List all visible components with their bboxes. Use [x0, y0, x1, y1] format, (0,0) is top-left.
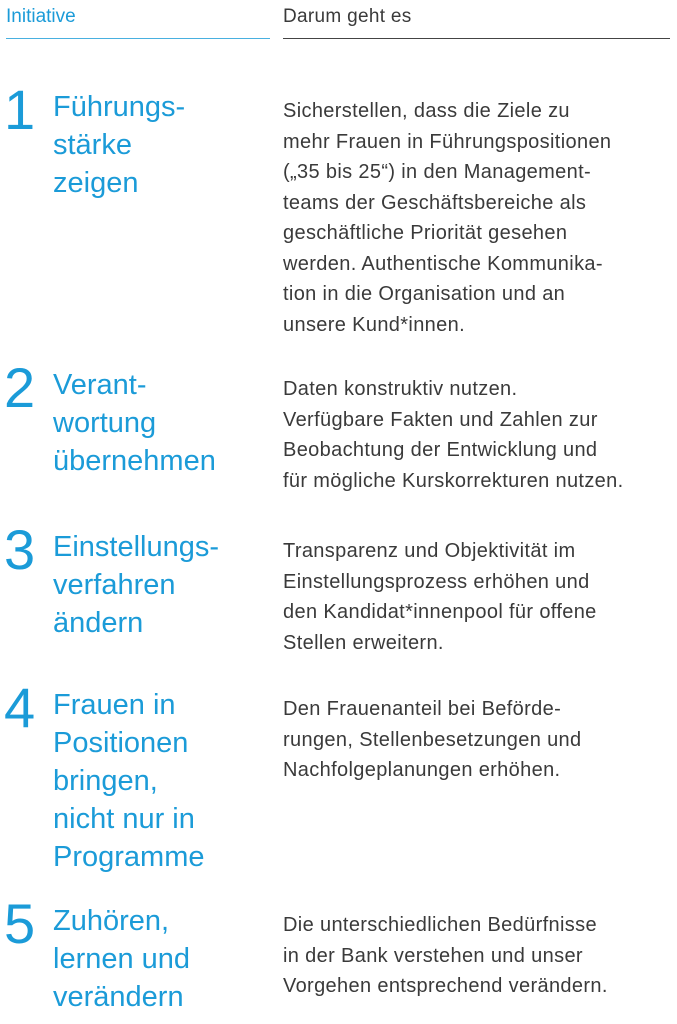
description-line: Sicherstellen, dass die Ziele zu: [283, 100, 570, 122]
description-line: Transparenz und Objektivität im: [283, 540, 576, 562]
initiative-description: [283, 910, 675, 1002]
initiative-description: [283, 536, 675, 658]
initiative-number: 5: [4, 892, 36, 955]
description-line: teams der Geschäftsbereiche als: [283, 191, 587, 214]
description-line: Den Frauenanteil bei Beförde-: [283, 698, 562, 720]
initiative-description: [283, 96, 675, 340]
description-line: Die unterschiedlichen Bedürfnisse: [283, 914, 597, 936]
initiative-title: [53, 902, 273, 1016]
description-line: in der Bank verstehen und unser: [283, 944, 583, 967]
initiative-title-line: Frauen in: [53, 689, 176, 721]
description-line: Verfügbare Fakten und Zahlen zur: [283, 408, 598, 431]
description-line: den Kandidat*innenpool für offene: [283, 601, 597, 623]
initiative-title-line: verfahren: [53, 569, 176, 601]
initiative-title: [53, 366, 273, 480]
column-header-purpose: Darum geht es: [283, 6, 670, 39]
description-line: unsere Kund*innen.: [283, 313, 465, 336]
description-line: werden. Authentische Kommunika-: [283, 252, 603, 275]
initiative-number: 2: [4, 356, 36, 419]
initiative-title-line: wortung: [53, 407, 157, 439]
initiative-description: [283, 694, 675, 786]
initiative-title-line: lernen und: [53, 943, 191, 975]
initiative-title-line: Führungs-: [53, 91, 186, 123]
description-line: rungen, Stellenbesetzungen und: [283, 728, 582, 751]
description-line: Einstellungsprozess erhöhen und: [283, 570, 590, 593]
description-line: Nachfolgeplanungen erhöhen.: [283, 759, 561, 781]
description-line: Stellen erweitern.: [283, 631, 444, 654]
initiative-title-line: ändern: [53, 607, 144, 639]
initiative-title-line: übernehmen: [53, 445, 216, 477]
initiative-number: 4: [4, 676, 36, 739]
description-line: für mögliche Kurskorrekturen nutzen.: [283, 469, 624, 492]
description-line: Daten konstruktiv nutzen.: [283, 378, 518, 400]
initiative-title-line: nicht nur in: [53, 803, 195, 835]
initiative-title-line: bringen,: [53, 765, 158, 797]
initiative-title-line: verändern: [53, 981, 184, 1013]
initiative-number: 1: [4, 78, 36, 141]
initiative-title-line: Einstellungs-: [53, 531, 220, 563]
initiative-number: 3: [4, 518, 36, 581]
description-line: tion in die Organisation und an: [283, 283, 566, 305]
initiative-title: [53, 528, 273, 642]
initiative-title-line: Programme: [53, 841, 205, 873]
description-line: („35 bis 25“) in den Management-: [283, 161, 592, 183]
initiative-title: [53, 686, 273, 876]
description-line: Vorgehen entsprechend verändern.: [283, 975, 608, 997]
description-line: mehr Frauen in Führungspositionen: [283, 130, 612, 153]
initiative-title-line: stärke: [53, 129, 132, 161]
column-header-initiative: Initiative: [6, 6, 270, 39]
initiative-title: [53, 88, 273, 202]
description-line: Beobachtung der Entwicklung und: [283, 439, 598, 461]
initiative-title-line: Zuhören,: [53, 905, 170, 937]
description-line: geschäftliche Priorität gesehen: [283, 222, 568, 244]
initiative-title-line: Positionen: [53, 727, 189, 759]
initiative-title-line: Verant-: [53, 369, 147, 401]
initiative-description: [283, 374, 675, 496]
initiative-title-line: zeigen: [53, 167, 139, 199]
